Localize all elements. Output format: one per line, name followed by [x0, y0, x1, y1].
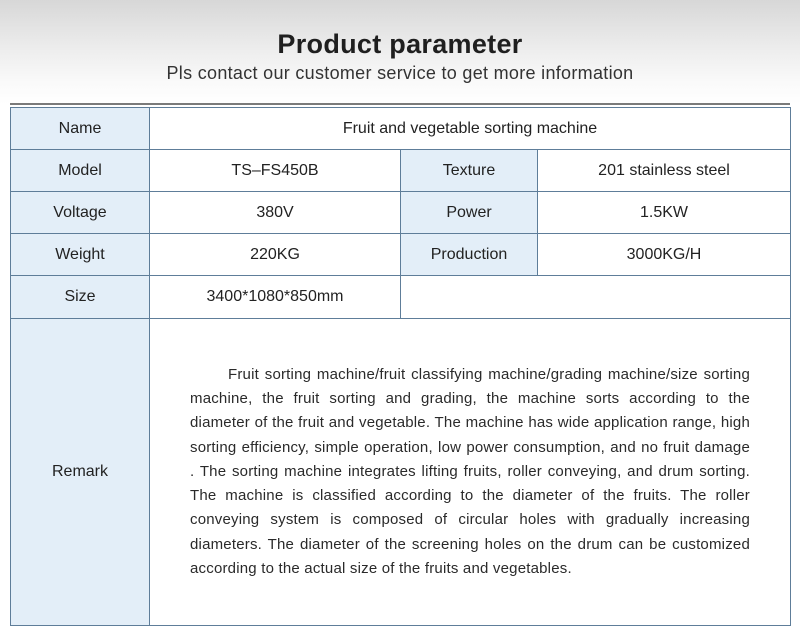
- name-label: Name: [11, 108, 150, 150]
- table-row-name: [11, 108, 791, 150]
- production-label: Production: [401, 234, 538, 276]
- model-value: TS–FS450B: [150, 150, 401, 192]
- size-empty-cell: [401, 276, 791, 319]
- weight-label: Weight: [11, 234, 150, 276]
- header-divider: [10, 103, 790, 105]
- remark-label: Remark: [11, 319, 150, 626]
- table-row-size: [11, 276, 791, 319]
- remark-paragraph: [190, 363, 750, 581]
- page-subtitle: Pls contact our customer service to get more information: [166, 63, 634, 83]
- size-value: 3400*1080*850mm: [150, 276, 401, 319]
- remark-cell: [150, 319, 791, 626]
- production-value: 3000KG/H: [538, 234, 791, 276]
- table-row-voltage: [11, 192, 791, 234]
- remark-text: Fruit sorting machine/fruit classifying machine/grading machine/size sorting machine, the fruit sorting and grading, the machine sorts according to the diameter of the fruit and vegetable. The machine has wide application range, high sorting efficiency, simple operation, low power consumption, and no fruit damage . The sorting machine integrates lifting fruits, roller conveying, and drum sorting. The machine is classified according to the diameter of the fruits. The roller conveying system is composed of circular holes with gradually increasing diameters. The diameter of the screening holes on the drum can be customized according to the actual size of the fruits and vegetables.: [190, 366, 750, 577]
- voltage-label: Voltage: [11, 192, 150, 234]
- size-label: Size: [11, 276, 150, 319]
- parameter-table: [10, 107, 791, 626]
- page-title: Product parameter: [277, 29, 523, 59]
- name-value: Fruit and vegetable sorting machine: [150, 108, 791, 150]
- weight-value: 220KG: [150, 234, 401, 276]
- table-row-model: [11, 150, 791, 192]
- power-label: Power: [401, 192, 538, 234]
- model-label: Model: [11, 150, 150, 192]
- texture-value: 201 stainless steel: [538, 150, 791, 192]
- power-value: 1.5KW: [538, 192, 791, 234]
- table-row-remark: [11, 319, 791, 626]
- voltage-value: 380V: [150, 192, 401, 234]
- texture-label: Texture: [401, 150, 538, 192]
- table-row-weight: [11, 234, 791, 276]
